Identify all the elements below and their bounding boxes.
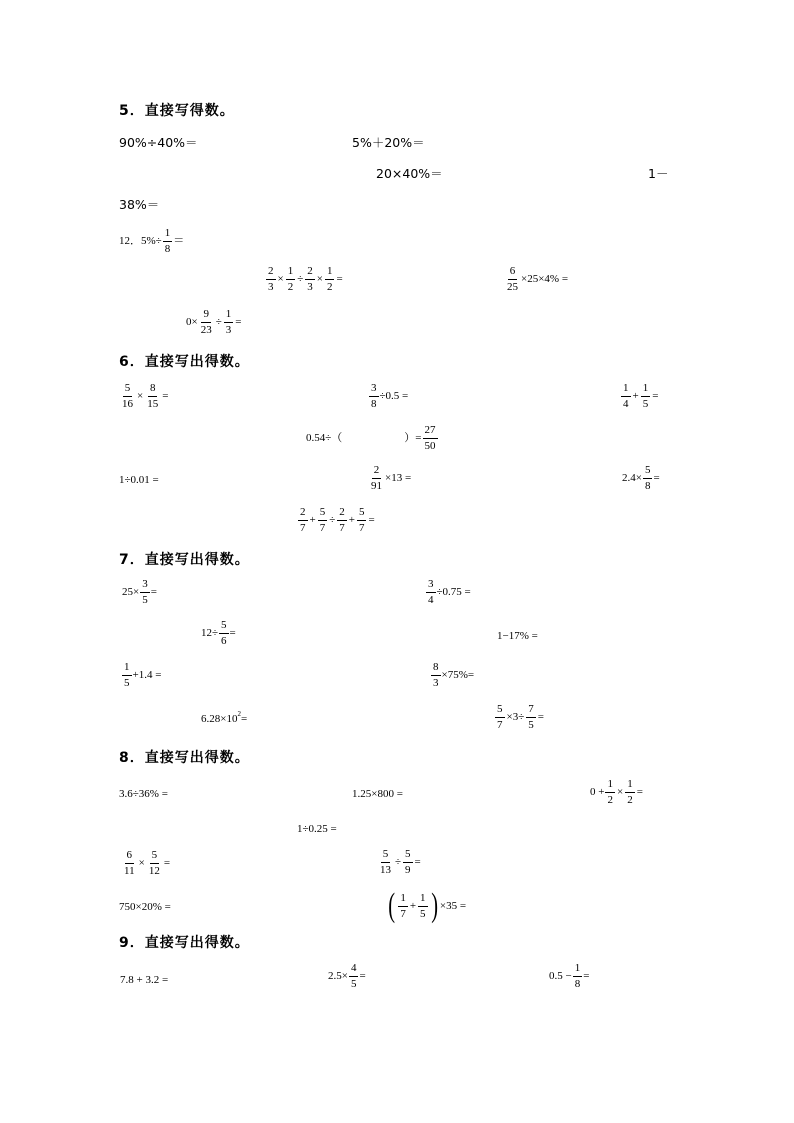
right-paren: ) <box>430 887 438 924</box>
denominator: 9 <box>405 864 411 876</box>
expr-suffix: ÷0.5 = <box>379 390 409 402</box>
numerator: 2 <box>305 266 315 280</box>
numerator: 1 <box>398 893 408 907</box>
numerator: 1 <box>418 893 428 907</box>
denominator: 12 <box>148 865 160 877</box>
numerator: 27 <box>423 425 438 439</box>
expr-suffix: = <box>652 390 659 402</box>
numerator: 3 <box>369 383 379 397</box>
fraction <box>505 266 520 293</box>
operator: + <box>309 514 316 526</box>
denominator: 7 <box>300 522 306 534</box>
fraction <box>305 266 315 293</box>
denominator: 7 <box>319 522 326 534</box>
problem-6-4 <box>306 425 439 452</box>
expr-prefix: 0.54÷（ <box>306 432 343 444</box>
expr-suffix: = <box>583 970 590 982</box>
fraction <box>286 266 296 293</box>
expr-suffix: ＝ <box>173 235 185 247</box>
operator: ÷ <box>215 316 222 328</box>
denominator: 3 <box>225 324 232 336</box>
problem-5-5 <box>119 228 184 255</box>
fraction <box>199 309 214 336</box>
numerator: 4 <box>349 963 359 977</box>
expr-prefix: 2.5× <box>328 970 348 982</box>
fraction <box>641 383 651 410</box>
problem-5-2: 5%＋20%＝ <box>352 135 425 150</box>
problem-7-2 <box>425 579 471 606</box>
problem-9-3 <box>549 963 589 990</box>
problem-5-4-cont: 38%＝ <box>119 197 160 212</box>
problem-7-1 <box>122 579 157 606</box>
problem-5-4: 1－ <box>648 166 669 181</box>
denominator: 50 <box>424 440 436 452</box>
operator: + <box>632 390 639 402</box>
fraction <box>369 465 384 492</box>
denominator: 2 <box>607 794 613 806</box>
denominator: 7 <box>358 522 365 534</box>
numerator: 1 <box>122 662 132 676</box>
numerator: 3 <box>426 579 436 593</box>
fraction <box>495 704 505 731</box>
expr-suffix: = <box>240 713 248 725</box>
problem-8-6 <box>377 849 422 876</box>
problem-7-8 <box>494 704 545 731</box>
problem-6-1 <box>119 383 169 410</box>
expr-suffix: = <box>229 627 236 639</box>
problem-6-7 <box>622 465 660 492</box>
left-paren: ( <box>388 887 396 924</box>
section-7-heading: 7．直接写出得数。 <box>119 552 250 568</box>
fraction <box>219 620 229 647</box>
problem-8-1: 3.6÷36% = <box>119 788 168 800</box>
expr-prefix: 0× <box>186 316 198 328</box>
expr-prefix: 25× <box>122 586 140 598</box>
fraction <box>325 266 335 293</box>
numerator: 5 <box>357 507 367 521</box>
fraction <box>298 507 308 534</box>
fraction <box>426 579 436 606</box>
numerator: 1 <box>286 266 296 280</box>
denominator: 11 <box>124 865 135 877</box>
fraction <box>122 850 137 877</box>
fraction <box>266 266 276 293</box>
numerator: 6 <box>125 850 135 864</box>
fraction <box>418 893 428 920</box>
denominator: 5 <box>124 677 130 689</box>
operator: ÷ <box>395 856 402 868</box>
fraction <box>369 383 379 410</box>
expr-suffix: = <box>368 514 375 526</box>
expr-suffix: = <box>414 856 421 868</box>
operator: + <box>348 514 355 526</box>
numerator: 1 <box>325 266 335 280</box>
denominator: 8 <box>644 480 651 492</box>
denominator: 6 <box>221 635 227 647</box>
numerator: 6 <box>508 266 518 280</box>
numerator: 8 <box>431 662 441 676</box>
fraction <box>145 383 160 410</box>
problem-5-7 <box>504 266 568 293</box>
section-6-heading: 6．直接写出得数。 <box>119 354 250 370</box>
expr-prefix: 6.28×10 <box>201 713 238 725</box>
expr-suffix: ×35 = <box>439 899 467 912</box>
denominator: 5 <box>142 594 148 606</box>
problem-8-4: 1÷0.25 = <box>297 823 337 835</box>
numerator: 1 <box>625 779 635 793</box>
expr-suffix: = <box>162 390 169 402</box>
problem-8-5 <box>121 850 171 877</box>
fraction <box>378 849 393 876</box>
numerator: 2 <box>337 507 347 521</box>
operator: × <box>277 273 284 285</box>
expr-suffix: = <box>636 786 643 798</box>
problem-6-3 <box>620 383 659 410</box>
problem-5-6 <box>265 266 344 293</box>
fraction <box>349 963 359 990</box>
operator: × <box>137 390 144 402</box>
numerator: 5 <box>495 704 505 718</box>
numerator: 5 <box>403 849 413 863</box>
fraction <box>573 963 583 990</box>
fraction <box>621 383 631 410</box>
denominator: 4 <box>623 398 629 410</box>
numerator: 2 <box>372 465 382 479</box>
numerator: 9 <box>201 309 211 323</box>
expr-suffix: ×25×4% = <box>521 273 569 285</box>
numerator: 1 <box>605 779 615 793</box>
numerator: 1 <box>163 228 173 242</box>
fraction <box>625 779 635 806</box>
fraction <box>643 465 653 492</box>
problem-6-5: 1÷0.01 = <box>119 474 159 486</box>
fraction <box>357 507 367 534</box>
denominator: 25 <box>507 281 518 293</box>
problem-9-1: 7.8 + 3.2 = <box>120 974 169 986</box>
numerator: 5 <box>150 850 160 864</box>
denominator: 5 <box>528 719 534 731</box>
numerator: 7 <box>526 704 536 718</box>
fraction <box>398 893 408 920</box>
denominator: 2 <box>627 794 633 806</box>
denominator: 5 <box>420 907 426 920</box>
problem-8-7: 750×20% = <box>119 901 171 913</box>
problem-9-2 <box>328 963 366 990</box>
operator: × <box>616 786 624 798</box>
numerator: 5 <box>219 620 229 634</box>
problem-5-1: 90%÷40%＝ <box>119 135 198 150</box>
denominator: 7 <box>339 522 345 534</box>
denominator: 13 <box>380 864 391 876</box>
numerator: 2 <box>298 507 308 521</box>
numerator: 5 <box>318 507 328 521</box>
fraction <box>403 849 413 876</box>
expr-suffix: ×13 = <box>385 472 412 484</box>
operator: ÷ <box>329 514 336 526</box>
denominator: 3 <box>268 281 274 293</box>
fraction <box>605 779 615 806</box>
problem-6-6 <box>368 465 411 492</box>
fraction <box>526 704 536 731</box>
denominator: 7 <box>497 719 503 731</box>
numerator: 5 <box>123 383 133 397</box>
expr-suffix: = <box>336 273 343 285</box>
denominator: 3 <box>307 281 313 293</box>
problem-8-8 <box>386 889 466 923</box>
expr-suffix: = <box>653 472 660 484</box>
denominator: 2 <box>287 281 294 293</box>
problem-5-3: 20×40%＝ <box>376 166 443 181</box>
problem-7-7 <box>201 710 248 725</box>
operator: + <box>409 899 417 912</box>
problem-6-2 <box>368 383 408 410</box>
denominator: 4 <box>428 594 434 606</box>
fraction <box>224 309 234 336</box>
exponent: 2 <box>237 710 241 718</box>
denominator: 23 <box>200 324 212 336</box>
denominator: 91 <box>371 480 382 492</box>
expr-suffix: = <box>163 857 171 869</box>
fraction <box>140 579 150 606</box>
fraction <box>431 662 441 689</box>
fraction <box>120 383 135 410</box>
problem-7-5 <box>121 662 161 689</box>
numerator: 8 <box>148 383 158 397</box>
denominator: 2 <box>326 281 333 293</box>
expr-suffix: = <box>235 316 242 328</box>
denominator: 8 <box>574 978 581 990</box>
expr-mid: ）= <box>404 432 422 444</box>
expr-suffix: = <box>150 586 157 598</box>
expr-suffix: = <box>537 711 544 723</box>
fraction <box>163 228 173 255</box>
denominator: 8 <box>164 243 171 255</box>
numerator: 5 <box>381 849 391 863</box>
denominator: 15 <box>147 398 159 410</box>
numerator: 3 <box>140 579 150 593</box>
operator: × <box>316 273 323 285</box>
denominator: 3 <box>433 677 439 689</box>
expr-prefix: 0.5 − <box>549 970 572 982</box>
expr-prefix: 0 + <box>590 786 605 798</box>
numerator: 2 <box>266 266 276 280</box>
problem-7-6 <box>430 662 474 689</box>
fraction <box>147 850 162 877</box>
section-9-heading: 9．直接写出得数。 <box>119 935 250 951</box>
expr-suffix: ÷0.75 = <box>436 586 471 598</box>
expr-suffix: = <box>359 970 366 982</box>
denominator: 5 <box>350 978 357 990</box>
denominator: 5 <box>642 398 649 410</box>
expr-prefix: 12÷ <box>201 627 219 639</box>
numerator: 1 <box>621 383 631 397</box>
denominator: 16 <box>122 398 133 410</box>
numerator: 1 <box>224 309 234 323</box>
fraction <box>318 507 328 534</box>
denominator: 8 <box>371 398 377 410</box>
operator: ×3÷ <box>506 711 525 723</box>
fraction <box>337 507 347 534</box>
problem-6-8 <box>297 507 376 534</box>
section-8-heading: 8．直接写出得数。 <box>119 750 250 766</box>
numerator: 5 <box>643 465 653 479</box>
problem-7-4: 1−17% = <box>497 630 538 642</box>
numerator: 1 <box>573 963 583 977</box>
numerator: 1 <box>641 383 651 397</box>
denominator: 7 <box>400 907 406 920</box>
problem-7-3 <box>201 620 236 647</box>
expr-prefix: 2.4× <box>622 472 642 484</box>
problem-8-2: 1.25×800 = <box>352 788 403 800</box>
operator: ÷ <box>297 273 304 285</box>
expr-suffix: ×75%= <box>441 669 475 681</box>
section-5-heading: 5．直接写得数。 <box>119 103 235 119</box>
fraction <box>122 662 132 689</box>
expr-suffix: +1.4 = <box>132 669 162 681</box>
operator: × <box>138 857 145 869</box>
problem-5-8 <box>186 309 242 336</box>
fraction <box>423 425 438 452</box>
problem-8-3 <box>590 779 644 806</box>
expr-prefix: 12．5%÷ <box>119 235 162 247</box>
